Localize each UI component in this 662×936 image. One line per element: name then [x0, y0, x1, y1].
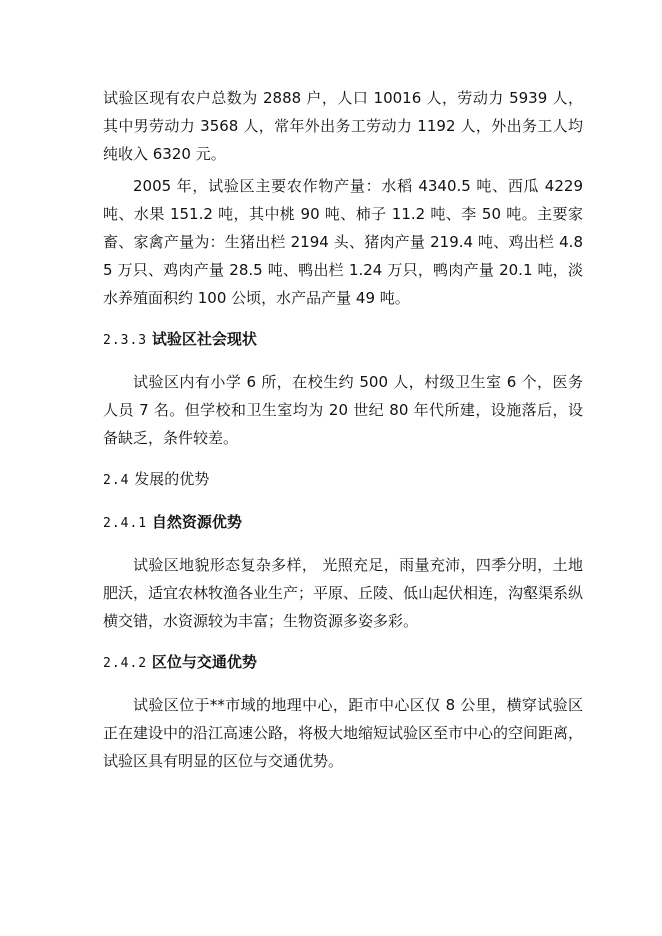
heading-number: 2.4	[103, 473, 130, 488]
heading-title: 区位与交通优势	[151, 653, 257, 671]
heading-title: 试验区社会现状	[151, 330, 257, 348]
heading-number: 2.3.3	[103, 333, 148, 348]
heading-2-4	[103, 465, 583, 495]
paragraph-natural-resources: 试验区地貌形态复杂多样， 光照充足，雨量充沛，四季分明，土地肥沃，适宜农林牧渔各业生产；平原、丘陵、低山起伏相连，沟壑渠系纵横交错，水资源较为丰富；生物资源多姿多彩。	[103, 556, 584, 630]
heading-title: 自然资源优势	[151, 513, 242, 531]
heading-number: 2.4.2	[103, 656, 148, 671]
heading-2-3-3	[103, 325, 583, 355]
paragraph-population: 试验区现有农户总数为 2888 户，人口 10016 人，劳动力 5939 人，其中男劳动力 3568 人，常年外出务工劳动力 1192 人，外出务工人均纯收入 6320 元。	[103, 89, 583, 163]
heading-2-4-1	[103, 508, 583, 538]
paragraph-location-transport: 试验区位于**市域的地理中心，距市中心区仅 8 公里，横穿试验区正在建设中的沿江高速公路，将极大地缩短试验区至市中心的空间距离，试验区具有明显的区位与交通优势。	[103, 696, 584, 770]
paragraph-production: 2005 年，试验区主要农作物产量：水稻 4340.5 吨、西瓜 4229 吨、水果 151.2 吨，其中桃 90 吨、柿子 11.2 吨、李 50 吨。主要家畜、家禽产量为：生猪出栏 2194 头、猪肉产量 219.4 吨、鸡出栏 4.85 万只、鸡肉产量 28.5 吨、鸭出栏 1.24 万只，鸭肉产量 20.1 吨，淡水养殖面积约 100 公顷，水产品产量 49 吨。	[103, 177, 583, 307]
heading-number: 2.4.1	[103, 516, 148, 531]
paragraph-social-status: 试验区内有小学 6 所，在校生约 500 人，村级卫生室 6 个，医务人员 7 名。但学校和卫生室均为 20 世纪 80 年代所建，设施落后，设备缺乏，条件较差。	[103, 373, 583, 447]
heading-title: 发展的优势	[134, 470, 210, 488]
document-page	[103, 84, 583, 775]
heading-2-4-2	[103, 648, 583, 678]
